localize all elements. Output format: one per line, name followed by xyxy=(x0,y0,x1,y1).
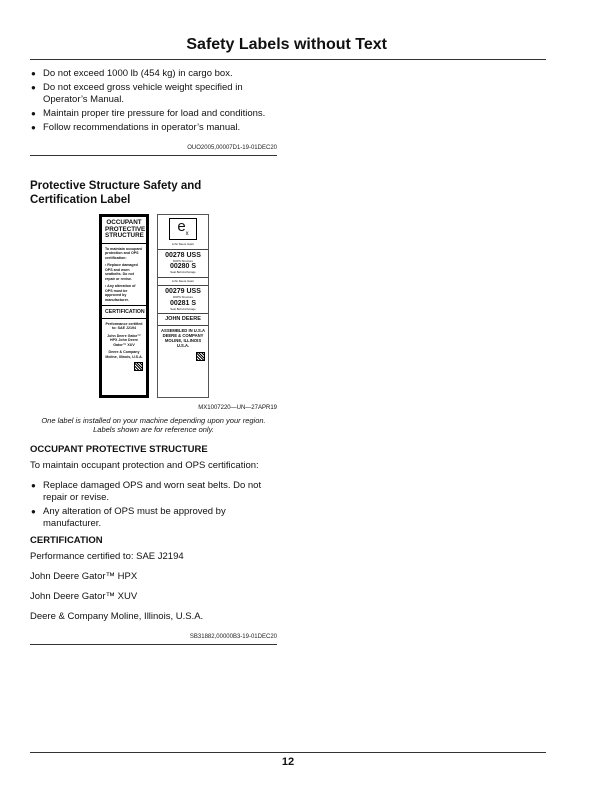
e-mark-sub: x xyxy=(185,231,189,237)
section-rule xyxy=(30,155,277,156)
label-divider xyxy=(158,285,208,286)
e-mark-letter: e xyxy=(177,218,186,235)
label-text: Deere & Company Moline, Illinois, U.S.A. xyxy=(105,350,143,359)
page-title: Safety Labels without Text xyxy=(186,36,387,53)
cargo-bullet-list xyxy=(30,68,277,134)
label-divider xyxy=(102,243,146,244)
label-divider xyxy=(158,325,208,326)
figure-caption-block xyxy=(30,402,277,434)
ops-label-image xyxy=(99,214,149,398)
label-text: John Deere Gator xyxy=(171,278,195,283)
ops-heading: OCCUPANT PROTECTIVE STRUCTURE xyxy=(30,444,208,455)
label-divider xyxy=(158,249,208,250)
label-divider xyxy=(102,318,146,319)
list-item: ● Follow recommendations in operator’s manual. xyxy=(30,122,277,134)
ops-section xyxy=(30,444,277,532)
label-divider xyxy=(158,277,208,278)
label-brand: JOHN DEERE xyxy=(165,316,201,322)
ops-label-image xyxy=(157,214,209,398)
label-text: ROPS Structure xyxy=(172,258,194,263)
figure-reference: MX1007220—UN—27APR19 xyxy=(198,405,277,411)
title-rule xyxy=(30,59,546,60)
label-text: Seat Belt Anchorage xyxy=(170,306,196,311)
barcode-icon xyxy=(134,362,143,371)
label-code: 00280 S xyxy=(169,263,197,270)
label-title: OCCUPANT PROTECTIVE STRUCTURE xyxy=(105,219,146,239)
label-text: To maintain occupant protection and OPS certification: xyxy=(105,246,142,260)
certification-section xyxy=(30,535,277,645)
label-divider xyxy=(102,305,146,306)
e-mark-icon xyxy=(169,218,197,240)
list-item: ● Maintain proper tire pressure for load and conditions. xyxy=(30,108,277,120)
ops-intro: To maintain occupant protection and OPS certification: xyxy=(30,460,259,471)
list-item: ● Do not exceed 1000 lb (454 kg) in cargo box. xyxy=(30,68,277,80)
label-text: Performance certified to: SAE J2194 xyxy=(105,321,143,330)
label-text: • Any alteration of OPS must be approved by manufacturer. xyxy=(105,284,136,302)
label-text: Seat Belt Anchorage xyxy=(170,270,196,274)
reference-code: OUO2005,00007D1-19-01DEC20 xyxy=(187,145,277,151)
figure-caption: One label is installed on your machine depending upon your region. Labels shown are for reference only. xyxy=(41,416,266,434)
certification-heading: CERTIFICATION xyxy=(30,535,103,546)
label-code: 00278 USS xyxy=(165,251,201,259)
label-text: John Deere Gator xyxy=(171,242,195,246)
footer-rule xyxy=(30,752,546,753)
barcode-icon xyxy=(196,352,205,361)
label-code: 00279 USS xyxy=(165,288,201,295)
label-text: ROPS Structure xyxy=(172,295,194,299)
certification-line: Deere & Company Moline, Illinois, U.S.A. xyxy=(30,611,204,622)
certification-line: John Deere Gator™ HPX xyxy=(30,571,138,582)
label-text: ASSEMBLED IN U.S.A DEERE & COMPANY MOLINE, ILLINOIS U.S.A. xyxy=(161,328,205,348)
label-divider xyxy=(158,313,208,314)
section-rule xyxy=(30,644,277,645)
list-item: ● Any alteration of OPS must be approved by manufacturer. xyxy=(30,506,277,530)
label-text: John Deere Gator™ HPX John Deere Gator™ XUV xyxy=(107,333,141,347)
label-text: • Replace damaged OPS and worn seatbelts. Do not repair or revise. xyxy=(105,263,138,281)
ops-bullet-list xyxy=(30,480,277,530)
certification-line: John Deere Gator™ XUV xyxy=(30,591,138,602)
page-number: 12 xyxy=(281,756,295,768)
cargo-section xyxy=(30,68,277,156)
reference-code: SB31882,00000B3-19-01DEC20 xyxy=(189,634,277,640)
list-item: ● Replace damaged OPS and worn seat belts. Do not repair or revise. xyxy=(30,480,277,504)
label-code: 00281 S xyxy=(169,299,197,307)
certification-line: Performance certified to: SAE J2194 xyxy=(30,551,184,562)
label-cert-title: CERTIFICATION xyxy=(105,309,145,315)
section-heading: Protective Structure Safety and Certification Label xyxy=(30,180,202,206)
list-item: ● Do not exceed gross vehicle weight specified in Operator’s Manual. xyxy=(30,82,277,106)
